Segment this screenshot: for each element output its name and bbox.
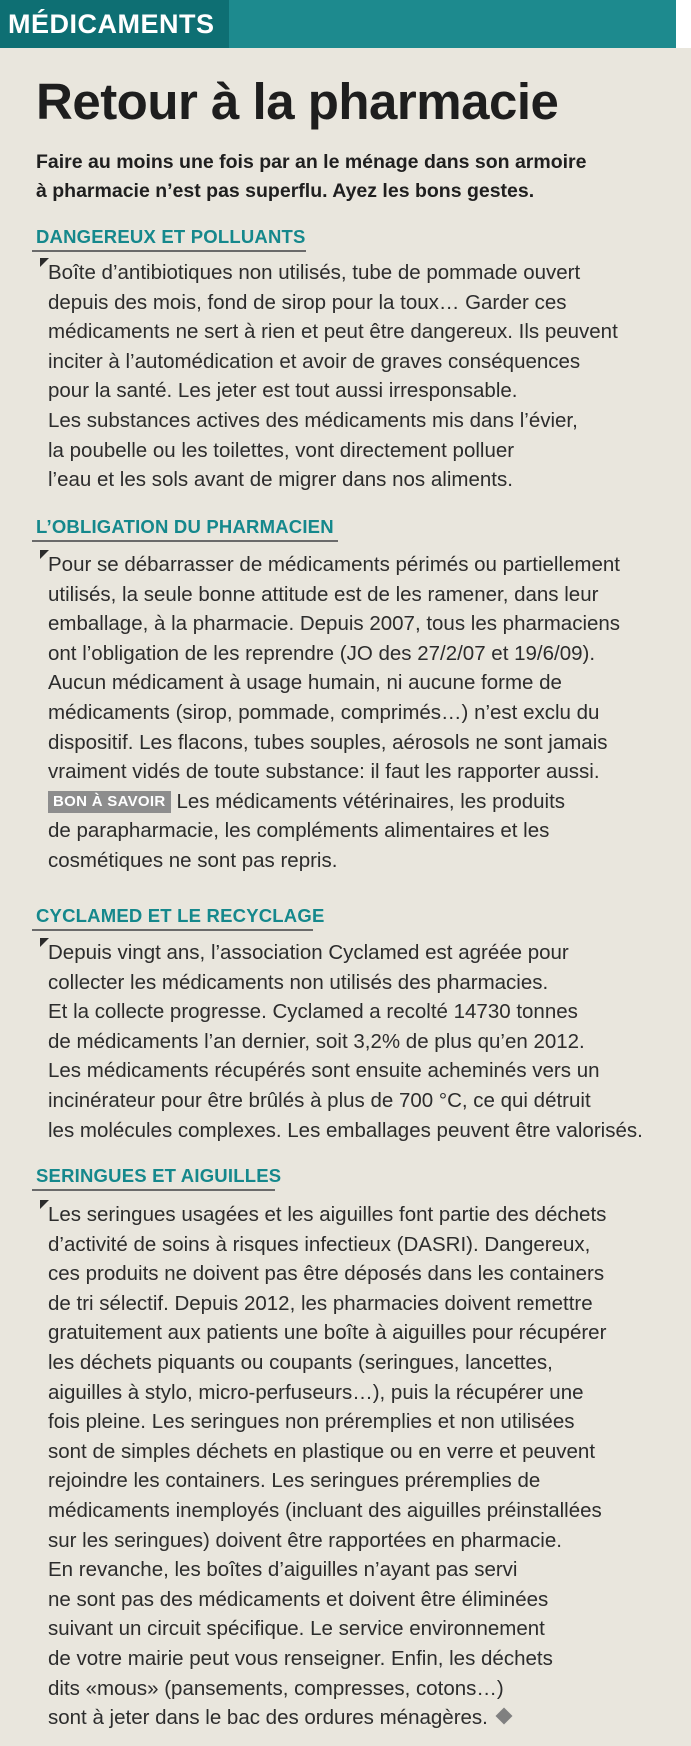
section-body-seringues	[48, 1200, 668, 1733]
intro-line: à pharmacie n’est pas superflu. Ayez les bons gestes.	[36, 180, 535, 202]
body-line: dits «mous» (pansements, compresses, cotons…)	[48, 1676, 504, 1700]
body-line: Les substances actives des médicaments mis dans l’évier,	[48, 408, 578, 432]
body-line: de votre mairie peut vous renseigner. Enfin, les déchets	[48, 1646, 553, 1670]
body-line: suivant un circuit spécifique. Le service environnement	[48, 1617, 545, 1641]
body-line: de tri sélectif. Depuis 2012, les pharmacies doivent remettre	[48, 1291, 593, 1315]
body-line: les molécules complexes. Les emballages peuvent être valorisés.	[48, 1118, 643, 1142]
rubric-label: MÉDICAMENTS	[0, 0, 229, 48]
body-line: ces produits ne doivent pas être déposés dans les containers	[48, 1262, 605, 1286]
section-rule	[32, 540, 338, 542]
section-rule	[32, 929, 313, 931]
body-line: Les médicaments récupérés sont ensuite acheminés vers un	[48, 1059, 600, 1083]
body-line: inciter à l’automédication et avoir de graves conséquences	[48, 349, 581, 373]
body-line: collecter les médicaments non utilisés des pharmacies.	[48, 970, 549, 994]
body-line: depuis des mois, fond de sirop pour la toux… Garder ces	[48, 290, 567, 314]
body-line: Pour se débarrasser de médicaments périmés ou partiellement	[48, 553, 620, 576]
section-heading-cyclamed: CYCLAMED ET LE RECYCLAGE	[36, 905, 325, 926]
body-line: fois pleine. Les seringues non préremplies et non utilisées	[48, 1410, 575, 1434]
body-line: incinérateur pour être brûlés à plus de 700 °C, ce qui détruit	[48, 1088, 591, 1112]
article-intro	[36, 148, 656, 206]
last-line	[48, 1703, 668, 1733]
body-line: En revanche, les boîtes d’aiguilles n’ayant pas servi	[48, 1558, 518, 1582]
body-line: médicaments ne sert à rien et peut être dangereux. Ils peuvent	[48, 320, 618, 344]
banner-edge	[676, 0, 691, 48]
intro-line: Faire au moins une fois par an le ménage dans son armoire	[36, 151, 587, 173]
body-line: emballage, à la pharmacie. Depuis 2007, tous les pharmaciens	[48, 612, 621, 636]
section-body-cyclamed	[48, 938, 668, 1145]
body-line: de médicaments l’an dernier, soit 3,2% de plus qu’en 2012.	[48, 1029, 585, 1053]
body-line: gratuitement aux patients une boîte à aiguilles pour récupérer	[48, 1321, 607, 1345]
body-line: médicaments (sirop, pommade, comprimés…) n’est exclu du	[48, 700, 600, 724]
body-line: sont à jeter dans le bac des ordures ménagères.	[48, 1706, 488, 1730]
section-rule	[32, 1189, 275, 1191]
body-line: médicaments inemployés (incluant des aiguilles préinstallées	[48, 1498, 602, 1522]
body-line: les déchets piquants ou coupants (seringues, lancettes,	[48, 1350, 553, 1374]
body-line: ne sont pas des médicaments et doivent être éliminées	[48, 1587, 549, 1611]
body-line: de parapharmacie, les compléments alimentaires et les	[48, 819, 550, 843]
body-line: utilisés, la seule bonne attitude est de les ramener, dans leur	[48, 582, 599, 606]
body-line: sur les seringues) doivent être rapportées en pharmacie.	[48, 1528, 562, 1552]
body-line: vraiment vidés de toute substance: il faut les rapporter aussi.	[48, 760, 600, 784]
body-line: Et la collecte progresse. Cyclamed a recolté 14730 tonnes	[48, 1000, 578, 1024]
section-heading-obligation: L’OBLIGATION DU PHARMACIEN	[36, 516, 334, 537]
body-line: la poubelle ou les toilettes, vont directement polluer	[48, 438, 515, 462]
tip-text: Les médicaments vétérinaires, les produits	[176, 789, 566, 813]
section-heading-seringues: SERINGUES ET AIGUILLES	[36, 1165, 282, 1186]
section-body-obligation	[48, 550, 668, 876]
body-line: dispositif. Les flacons, tubes souples, aérosols ne sont jamais	[48, 730, 608, 754]
body-line: ont l’obligation de les reprendre (JO des 27/2/07 et 19/6/09).	[48, 641, 596, 665]
body-line: aiguilles à stylo, micro-perfuseurs…), puis la récupérer une	[48, 1380, 584, 1404]
body-line: l’eau et les sols avant de migrer dans nos aliments.	[48, 468, 513, 492]
body-line: pour la santé. Les jeter est tout aussi irresponsable.	[48, 379, 518, 403]
body-line: Les seringues usagées et les aiguilles font partie des déchets	[48, 1203, 607, 1226]
body-line: Depuis vingt ans, l’association Cyclamed est agréée pour	[48, 941, 569, 964]
bon-a-savoir-badge: BON À SAVOIR	[48, 791, 171, 813]
body-line: Boîte d’antibiotiques non utilisés, tube de pommade ouvert	[48, 261, 581, 284]
body-line: rejoindre les containers. Les seringues préremplies de	[48, 1469, 541, 1493]
article-title: Retour à la pharmacie	[36, 73, 559, 130]
body-line: sont de simples déchets en plastique ou en verre et peuvent	[48, 1439, 596, 1463]
section-heading-dangereux: DANGEREUX ET POLLUANTS	[36, 226, 306, 247]
section-body-dangereux	[48, 258, 668, 495]
section-rule	[32, 250, 306, 252]
rubric-banner	[0, 0, 691, 48]
body-line: cosmétiques ne sont pas repris.	[48, 848, 338, 872]
body-line: d’activité de soins à risques infectieux (DASRI). Dangereux,	[48, 1232, 591, 1256]
tip-line	[48, 787, 668, 817]
end-of-article-icon	[495, 1708, 512, 1725]
body-line: Aucun médicament à usage humain, ni aucune forme de	[48, 671, 562, 695]
